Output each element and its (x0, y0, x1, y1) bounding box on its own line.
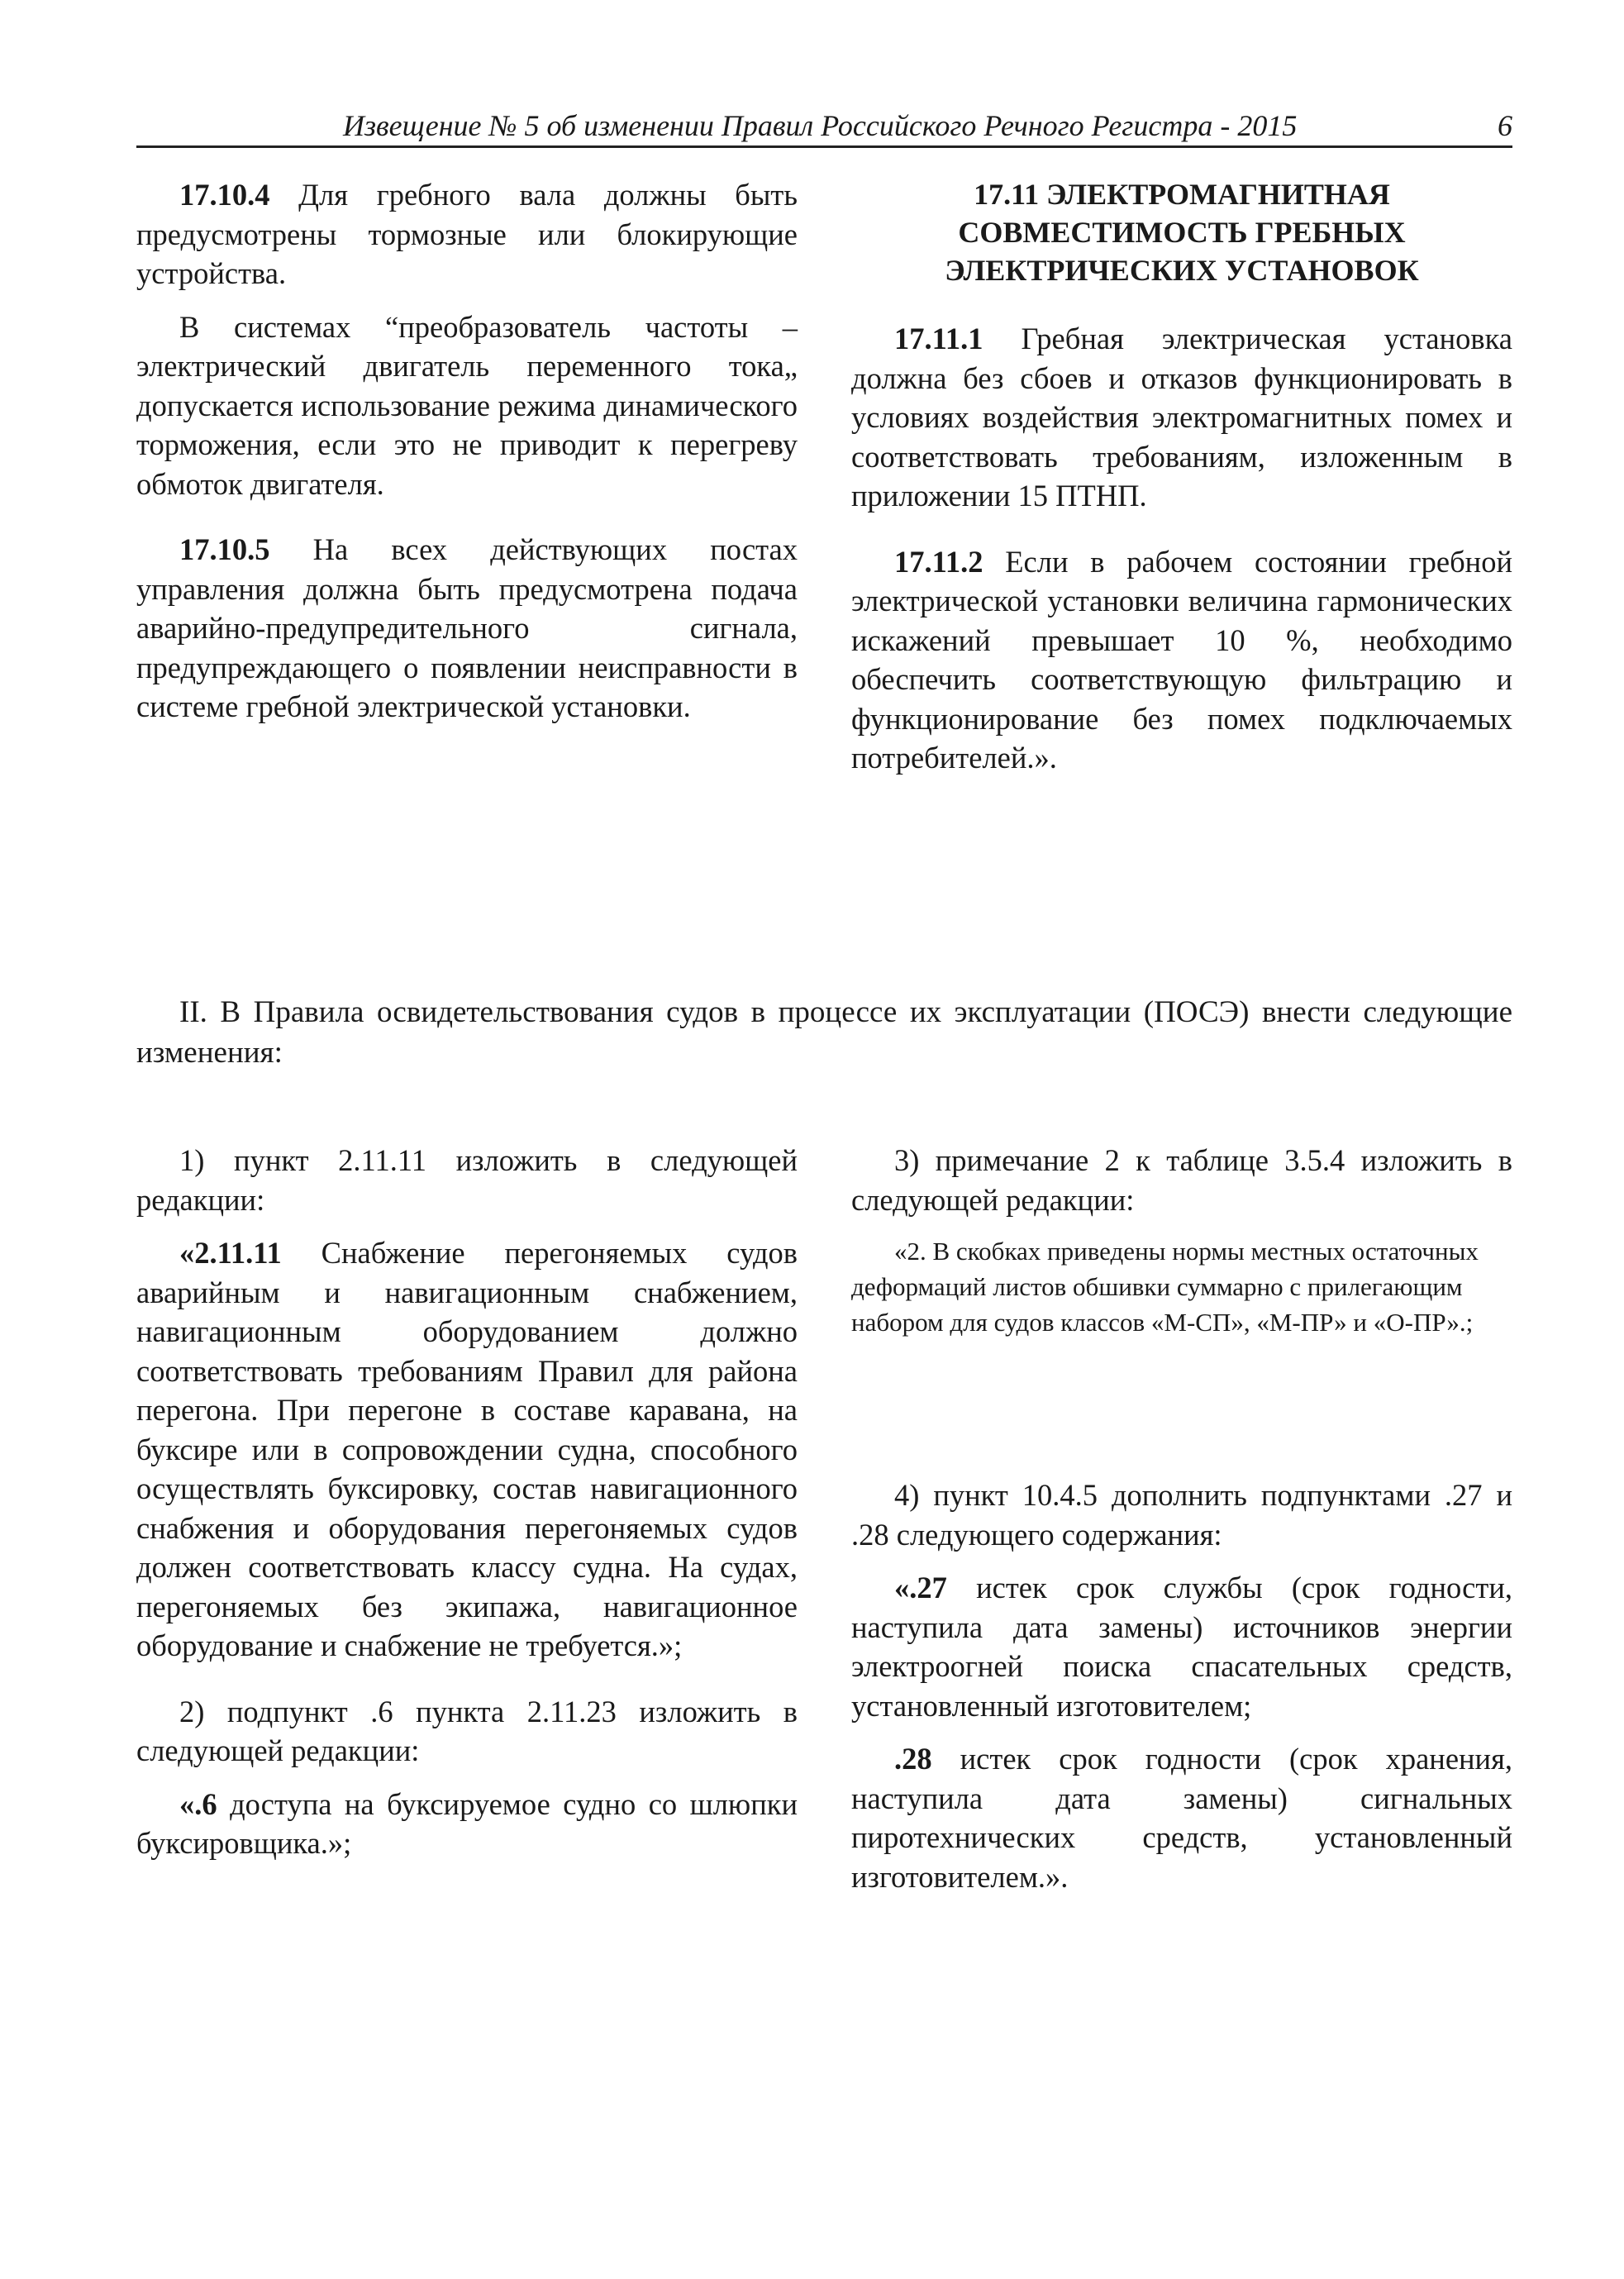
clause-number: 17.10.5 (179, 532, 270, 566)
paragraph-17-10-4 (136, 175, 798, 293)
clause-number: 17.11.2 (894, 544, 983, 579)
page-header (136, 107, 1512, 148)
clause-number: «.27 (894, 1571, 947, 1604)
clause-text: Гребная электрическая установка должна без сбоев и отказов функционировать в условиях воздействия электромагнитных помех и соответствовать требованиям, изложенным в приложении 15 ПТНП. (851, 322, 1512, 513)
item-2-quote (136, 1785, 798, 1863)
item-2: 2) подпункт .6 пункта 2.11.23 изложить в следующей редакции: (136, 1694, 798, 1767)
clause-text: Для гребного вала должны быть предусмотрены тормозные или блокирующие устройства. (136, 178, 798, 290)
item-4: 4) пункт 10.4.5 дополнить подпунктами .27 и .28 следующего содержания: (851, 1478, 1512, 1552)
item-4-quote-27 (851, 1568, 1512, 1725)
item-1: 1) пункт 2.11.11 изложить в следующей редакции: (136, 1143, 798, 1217)
top-right-column (851, 175, 1512, 778)
paragraph-17-10-5 (136, 530, 798, 727)
page-number: 6 (1498, 109, 1512, 142)
clause-number: .28 (894, 1742, 932, 1776)
clause-text: истек срок службы (срок годности, наступила дата замены) источников энергии электроогней поиска спасательных средств, установленный изготовителем; (851, 1571, 1512, 1723)
section-two-intro: II. В Правила освидетельствования судов в процессе их эксплуатации (ПОСЭ) внести следующие изменения: (136, 995, 1512, 1070)
clause-text: Снабжение перегоняемых судов аварийным и навигационным снабжением, навигационным оборудованием должно соответствовать требованиям Правил для района перегона. При перегоне в составе каравана, на буксире или в сопровождении судна, способного осуществлять буксировку, состав навигационного снабжения и оборудования перегоняемых судов должен соответствовать классу судна. На судах, перегоняемых без экипажа, навигационное оборудование и снабжение не требуется.»; (136, 1236, 798, 1662)
clause-text: На всех действующих постах управления должна быть предусмотрена подача аварийно-предупредительного сигнала, предупреждающего о появлении неисправности в системе гребной электрической установки. (136, 532, 798, 723)
clause-text: доступа на буксируемое судно со шлюпки буксировщика.»; (136, 1786, 798, 1860)
paragraph-17-11-1 (851, 319, 1512, 516)
top-left-column (136, 175, 798, 727)
header-title: Извещение № 5 об изменении Правил Российского Речного Регистра - 2015 (343, 109, 1298, 142)
clause-number: «2.11.11 (179, 1236, 282, 1270)
heading-line: СОВМЕСТИМОСТЬ ГРЕБНЫХ (958, 216, 1406, 249)
bottom-left-column (136, 1141, 798, 1863)
item-1-quote (136, 1233, 798, 1666)
item-3-note: «2. В скобках приведены нормы местных остаточных деформаций листов обшивки суммарно с прилегающим набором для судов классов «М-СП», «М-ПР» и «О-ПР».; (851, 1237, 1479, 1337)
paragraph-17-11-2 (851, 542, 1512, 778)
heading-line: 17.11 ЭЛЕКТРОМАГНИТНАЯ (974, 178, 1390, 211)
section-heading-17-11 (851, 175, 1512, 289)
bottom-right-column-item-4 (851, 1476, 1512, 1896)
clause-number: 17.11.1 (894, 322, 983, 355)
clause-text: Если в рабочем состоянии гребной электрической установки величина гармонических искажений превышает 10 %, необходимо обеспечить соответствующую фильтрацию и функционирование без помех подключаемых потребителей.». (851, 544, 1512, 775)
paragraph-frequency-converter: В системах “преобразователь частоты – электрический двигатель переменного тока„ допускается использование режима динамического торможения, если это не приводит к перегреву обмоток двигателя. (136, 309, 798, 501)
bottom-right-column (851, 1141, 1512, 1340)
clause-number: 17.10.4 (179, 178, 270, 212)
item-4-quote-28 (851, 1739, 1512, 1896)
item-3: 3) примечание 2 к таблице 3.5.4 изложить в следующей редакции: (851, 1143, 1512, 1217)
heading-line: ЭЛЕКТРИЧЕСКИХ УСТАНОВОК (945, 254, 1419, 287)
clause-text: истек срок годности (срок хранения, наступила дата замены) сигнальных пиротехнических средств, установленный изготовителем.». (851, 1742, 1512, 1894)
clause-number: «.6 (179, 1786, 217, 1821)
